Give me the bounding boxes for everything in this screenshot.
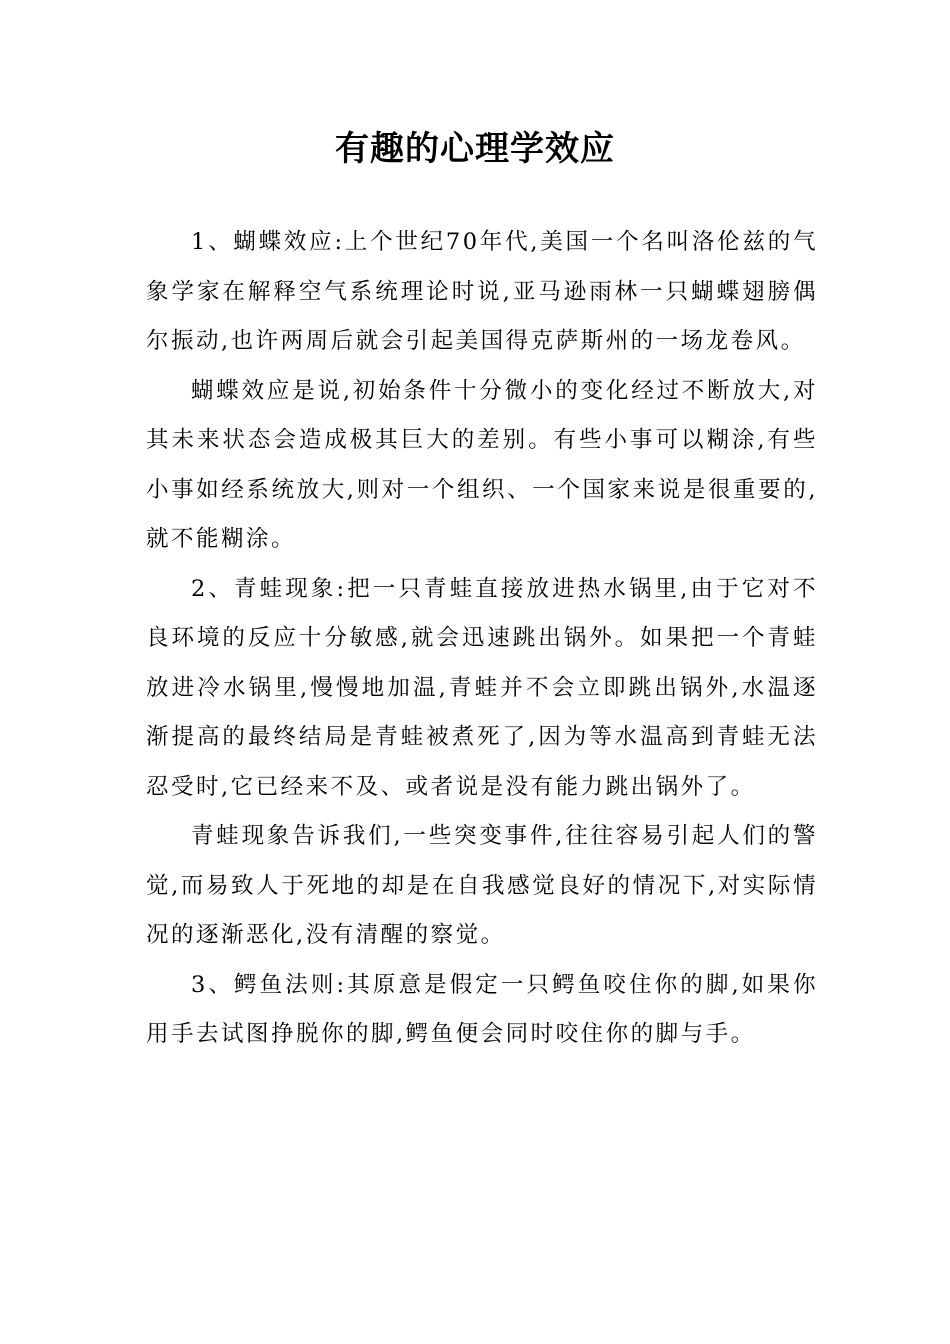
paragraph-butterfly-effect: 1、蝴蝶效应:上个世纪70年代,美国一个名叫洛伦兹的气象学家在解释空气系统理论时说,亚马逊雨林一只蝴蝶翅膀偶尔振动,也许两周后就会引起美国得克萨斯州的一场龙卷风。: [146, 229, 818, 354]
document-body: [146, 218, 818, 1060]
paragraph-frog-explanation: 青蛙现象告诉我们,一些突变事件,往往容易引起人们的警觉,而易致人于死地的却是在自我感觉良好的情况下,对实际情况的逐渐恶化,没有清醒的察觉。: [146, 823, 818, 948]
paragraph-frog-phenomenon: 2、青蛙现象:把一只青蛙直接放进热水锅里,由于它对不良环境的反应十分敏感,就会迅速跳出锅外。如果把一个青蛙放进冷水锅里,慢慢地加温,青蛙并不会立即跳出锅外,水温逐渐提高的最终结局是青蛙被煮死了,因为等水温高到青蛙无法忍受时,它已经来不及、或者说是没有能力跳出锅外了。: [146, 575, 818, 800]
paragraph-crocodile-rule: 3、鳄鱼法则:其原意是假定一只鳄鱼咬住你的脚,如果你用手去试图挣脱你的脚,鳄鱼便会同时咬住你的脚与手。: [146, 971, 818, 1047]
page-title: 有趣的心理学效应: [335, 129, 615, 169]
paragraph-butterfly-explanation: 蝴蝶效应是说,初始条件十分微小的变化经过不断放大,对其未来状态会造成极其巨大的差别。有些小事可以糊涂,有些小事如经系统放大,则对一个组织、一个国家来说是很重要的,就不能糊涂。: [146, 377, 818, 552]
